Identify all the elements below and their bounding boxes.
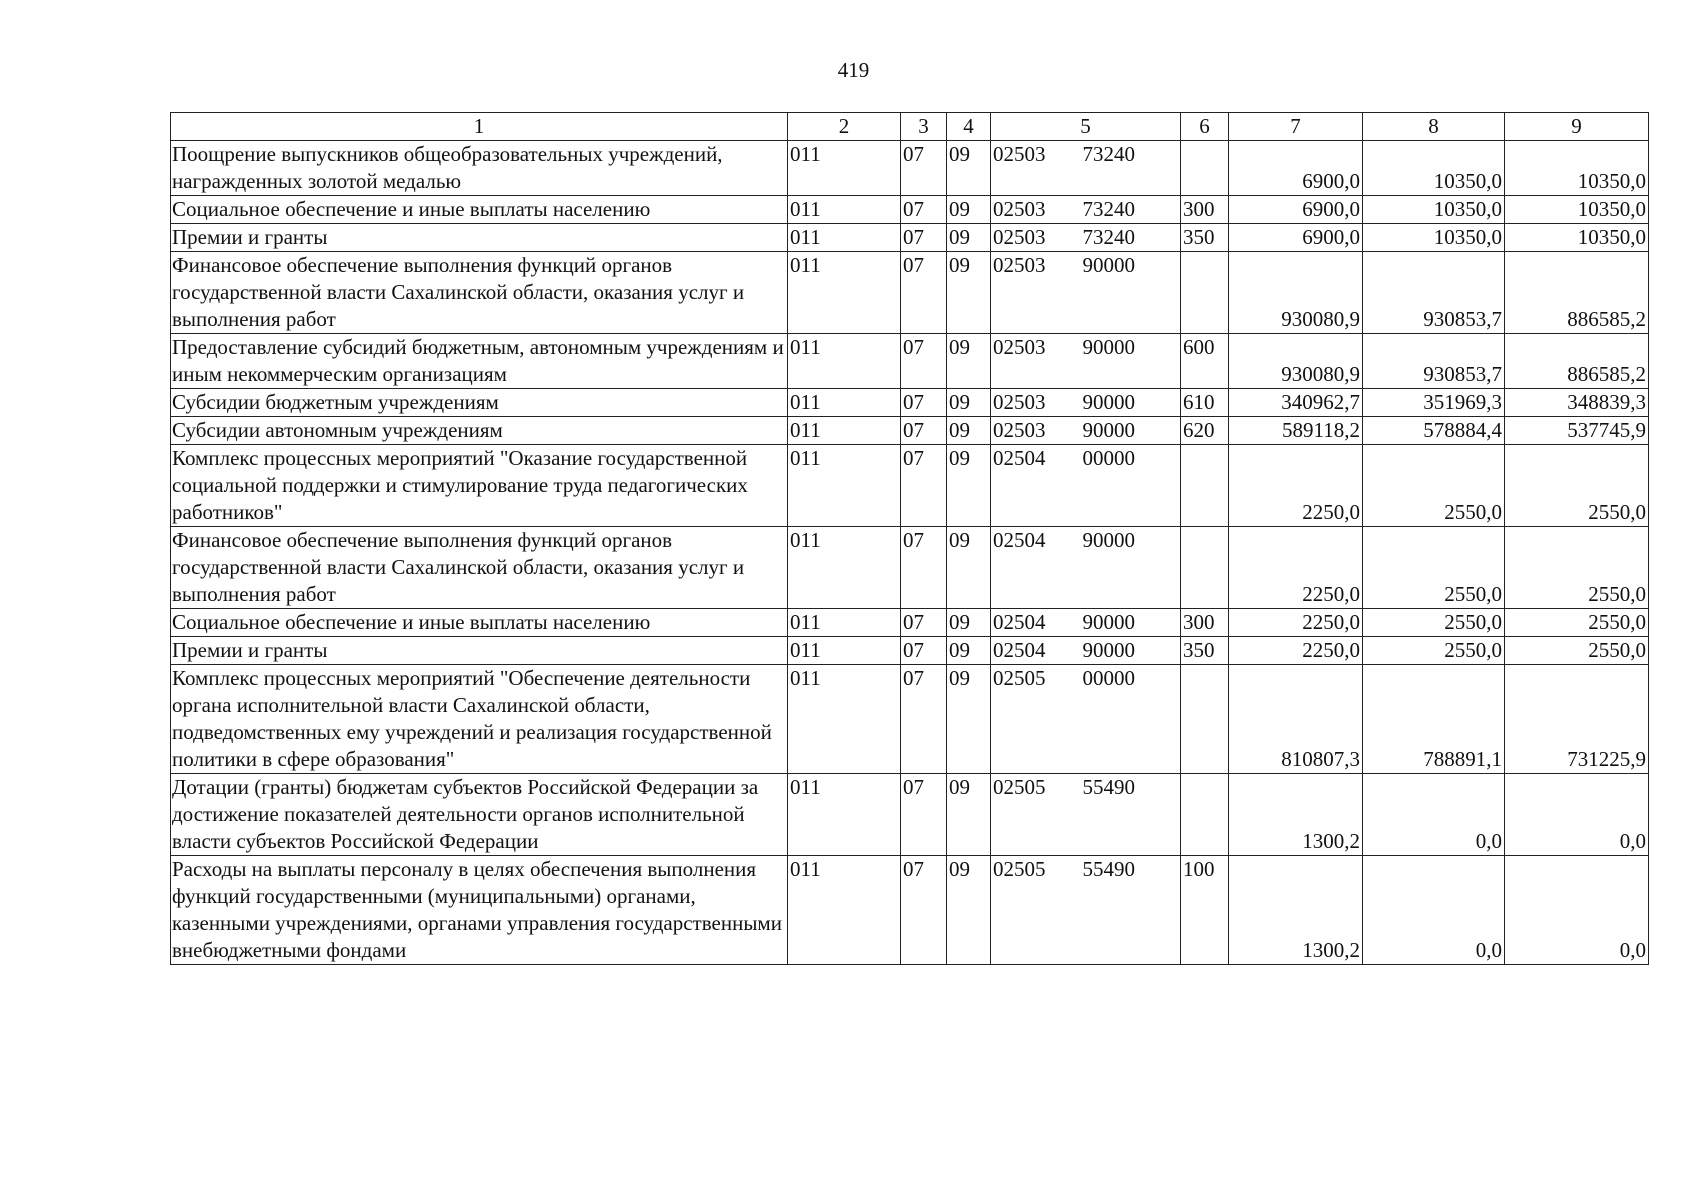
code-subsection: 09 [947,417,991,445]
code-program: 02503 [991,252,1079,334]
code-expense-type [1181,141,1229,196]
code-direction: 90000 [1079,389,1181,417]
code-section: 07 [901,774,947,856]
code-expense-type: 610 [1181,389,1229,417]
amount-col-7: 6900,0 [1229,224,1363,252]
code-ministry: 011 [788,389,901,417]
code-direction: 73240 [1079,141,1181,196]
code-section: 07 [901,637,947,665]
amount-col-7: 2250,0 [1229,527,1363,609]
amount-col-7: 589118,2 [1229,417,1363,445]
amount-col-9: 0,0 [1505,856,1649,965]
code-expense-type: 620 [1181,417,1229,445]
table-row [171,196,1649,224]
table-row [171,665,1649,774]
amount-col-7: 6900,0 [1229,196,1363,224]
row-name: Субсидии бюджетным учреждениям [171,389,788,417]
code-direction: 90000 [1079,417,1181,445]
table-row [171,141,1649,196]
code-subsection: 09 [947,196,991,224]
row-name: Комплекс процессных мероприятий "Обеспечение деятельности органа исполнительной власти Сахалинской области, подведомственных ему учреждений и реализация государственной политики в сфере образования" [171,665,788,774]
table-row [171,609,1649,637]
code-program: 02504 [991,527,1079,609]
amount-col-8: 788891,1 [1363,665,1505,774]
code-ministry: 011 [788,196,901,224]
code-direction: 55490 [1079,856,1181,965]
code-program: 02503 [991,334,1079,389]
code-ministry: 011 [788,856,901,965]
code-program: 02503 [991,417,1079,445]
code-expense-type: 300 [1181,609,1229,637]
amount-col-7: 810807,3 [1229,665,1363,774]
amount-col-7: 930080,9 [1229,252,1363,334]
code-ministry: 011 [788,637,901,665]
row-name: Социальное обеспечение и иные выплаты населению [171,609,788,637]
code-subsection: 09 [947,856,991,965]
amount-col-7: 2250,0 [1229,637,1363,665]
amount-col-9: 2550,0 [1505,637,1649,665]
amount-col-8: 351969,3 [1363,389,1505,417]
amount-col-7: 6900,0 [1229,141,1363,196]
amount-col-7: 1300,2 [1229,856,1363,965]
header-col-4: 4 [947,113,991,141]
code-section: 07 [901,417,947,445]
amount-col-8: 0,0 [1363,856,1505,965]
amount-col-8: 10350,0 [1363,141,1505,196]
code-direction: 90000 [1079,609,1181,637]
row-name: Субсидии автономным учреждениям [171,417,788,445]
amount-col-9: 537745,9 [1505,417,1649,445]
amount-col-8: 930853,7 [1363,334,1505,389]
amount-col-7: 930080,9 [1229,334,1363,389]
row-name: Поощрение выпускников общеобразовательных учреждений, награжденных золотой медалью [171,141,788,196]
code-program: 02504 [991,637,1079,665]
code-direction: 73240 [1079,224,1181,252]
row-name: Расходы на выплаты персоналу в целях обеспечения выполнения функций государственными (муниципальными) органами, казенными учреждениями, органами управления государственными внебюджетными фондами [171,856,788,965]
code-section: 07 [901,527,947,609]
code-program: 02503 [991,224,1079,252]
table-row [171,527,1649,609]
code-direction: 00000 [1079,445,1181,527]
code-program: 02505 [991,856,1079,965]
code-program: 02503 [991,141,1079,196]
header-row [171,113,1649,141]
amount-col-8: 10350,0 [1363,224,1505,252]
code-ministry: 011 [788,417,901,445]
header-col-7: 7 [1229,113,1363,141]
code-section: 07 [901,196,947,224]
code-subsection: 09 [947,389,991,417]
code-program: 02504 [991,445,1079,527]
code-ministry: 011 [788,224,901,252]
code-subsection: 09 [947,774,991,856]
code-subsection: 09 [947,334,991,389]
table-row [171,774,1649,856]
row-name: Предоставление субсидий бюджетным, автономным учреждениям и иным некоммерческим организациям [171,334,788,389]
code-expense-type [1181,774,1229,856]
code-direction: 90000 [1079,334,1181,389]
amount-col-8: 930853,7 [1363,252,1505,334]
code-program: 02504 [991,609,1079,637]
code-program: 02503 [991,389,1079,417]
amount-col-8: 10350,0 [1363,196,1505,224]
row-name: Социальное обеспечение и иные выплаты населению [171,196,788,224]
table-row [171,224,1649,252]
code-subsection: 09 [947,609,991,637]
code-section: 07 [901,224,947,252]
row-name: Дотации (гранты) бюджетам субъектов Российской Федерации за достижение показателей деятельности органов исполнительной власти субъектов Российской Федерации [171,774,788,856]
code-direction: 73240 [1079,196,1181,224]
amount-col-9: 10350,0 [1505,224,1649,252]
amount-col-9: 2550,0 [1505,609,1649,637]
amount-col-8: 2550,0 [1363,637,1505,665]
code-ministry: 011 [788,334,901,389]
code-section: 07 [901,609,947,637]
amount-col-7: 340962,7 [1229,389,1363,417]
amount-col-9: 886585,2 [1505,252,1649,334]
header-col-5: 5 [991,113,1181,141]
header-col-8: 8 [1363,113,1505,141]
code-direction: 55490 [1079,774,1181,856]
code-section: 07 [901,665,947,774]
table-row [171,417,1649,445]
budget-table [170,112,1649,965]
code-ministry: 011 [788,445,901,527]
amount-col-8: 2550,0 [1363,609,1505,637]
table-row [171,252,1649,334]
code-section: 07 [901,445,947,527]
table-row [171,334,1649,389]
code-subsection: 09 [947,445,991,527]
code-program: 02505 [991,774,1079,856]
amount-col-8: 2550,0 [1363,445,1505,527]
code-expense-type: 600 [1181,334,1229,389]
header-col-2: 2 [788,113,901,141]
code-ministry: 011 [788,774,901,856]
code-ministry: 011 [788,665,901,774]
code-subsection: 09 [947,141,991,196]
amount-col-9: 886585,2 [1505,334,1649,389]
amount-col-7: 2250,0 [1229,445,1363,527]
code-section: 07 [901,856,947,965]
code-ministry: 011 [788,252,901,334]
header-col-9: 9 [1505,113,1649,141]
row-name: Премии и гранты [171,637,788,665]
row-name: Финансовое обеспечение выполнения функций органов государственной власти Сахалинской области, оказания услуг и выполнения работ [171,252,788,334]
amount-col-9: 348839,3 [1505,389,1649,417]
amount-col-9: 10350,0 [1505,196,1649,224]
code-subsection: 09 [947,527,991,609]
amount-col-8: 578884,4 [1363,417,1505,445]
header-col-1: 1 [171,113,788,141]
amount-col-8: 0,0 [1363,774,1505,856]
code-expense-type [1181,252,1229,334]
code-ministry: 011 [788,609,901,637]
code-section: 07 [901,141,947,196]
header-col-3: 3 [901,113,947,141]
row-name: Финансовое обеспечение выполнения функций органов государственной власти Сахалинской области, оказания услуг и выполнения работ [171,527,788,609]
header-col-6: 6 [1181,113,1229,141]
table-row [171,445,1649,527]
row-name: Комплекс процессных мероприятий "Оказание государственной социальной поддержки и стимулирование труда педагогических работников" [171,445,788,527]
code-program: 02505 [991,665,1079,774]
code-direction: 90000 [1079,527,1181,609]
code-expense-type [1181,665,1229,774]
code-expense-type: 350 [1181,224,1229,252]
code-subsection: 09 [947,224,991,252]
table-row [171,637,1649,665]
page-number: 419 [837,58,870,82]
amount-col-9: 10350,0 [1505,141,1649,196]
amount-col-9: 731225,9 [1505,665,1649,774]
amount-col-7: 1300,2 [1229,774,1363,856]
code-ministry: 011 [788,141,901,196]
amount-col-7: 2250,0 [1229,609,1363,637]
code-ministry: 011 [788,527,901,609]
code-expense-type [1181,527,1229,609]
code-expense-type: 100 [1181,856,1229,965]
code-subsection: 09 [947,252,991,334]
row-name: Премии и гранты [171,224,788,252]
amount-col-9: 2550,0 [1505,527,1649,609]
code-section: 07 [901,334,947,389]
code-direction: 90000 [1079,252,1181,334]
code-program: 02503 [991,196,1079,224]
code-subsection: 09 [947,637,991,665]
table-row [171,389,1649,417]
code-expense-type: 300 [1181,196,1229,224]
code-expense-type: 350 [1181,637,1229,665]
amount-col-9: 0,0 [1505,774,1649,856]
table-row [171,856,1649,965]
code-direction: 90000 [1079,637,1181,665]
code-expense-type [1181,445,1229,527]
code-section: 07 [901,389,947,417]
code-direction: 00000 [1079,665,1181,774]
code-subsection: 09 [947,665,991,774]
code-section: 07 [901,252,947,334]
amount-col-9: 2550,0 [1505,445,1649,527]
amount-col-8: 2550,0 [1363,527,1505,609]
